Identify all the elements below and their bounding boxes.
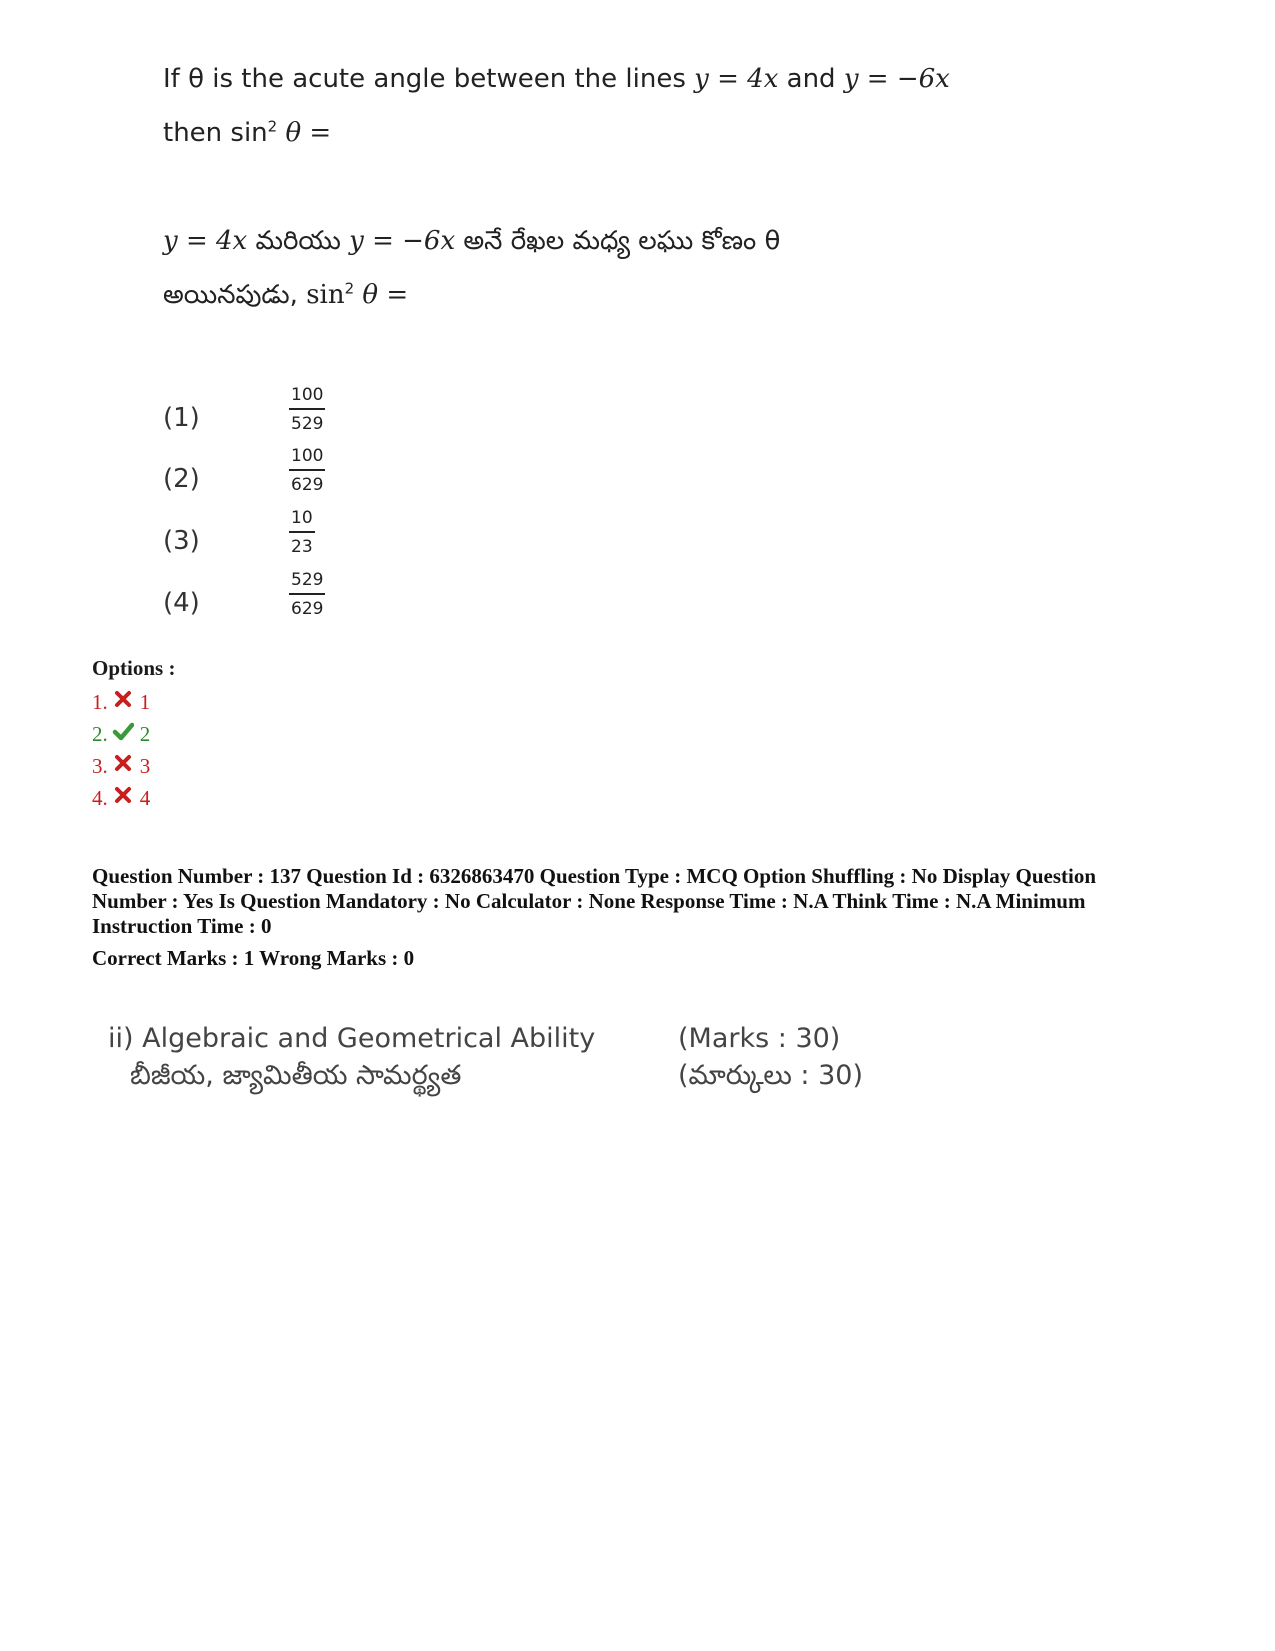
theta-equals: θ = (285, 118, 332, 148)
denominator: 629 (291, 475, 324, 495)
option-value: 1 (139, 690, 151, 714)
option-value: 3 (139, 754, 151, 778)
question-en-text: If θ is the acute angle between the lines (163, 64, 686, 94)
question-en-line1 (163, 64, 950, 94)
choice-label: (1) (163, 403, 200, 433)
choice-label: (2) (163, 464, 200, 494)
cross-icon (112, 753, 134, 773)
meta-line-2: Number : Yes Is Question Mandatory : No Calculator : None Response Time : N.A Think Time : N.A Minimum (92, 889, 1086, 913)
section-marks-te: (మార్కులు : 30) (678, 1060, 863, 1091)
te-equation-2: y = −6x (349, 226, 456, 256)
equation-1: y = 4x (694, 64, 779, 94)
choice-fraction (289, 570, 325, 619)
check-icon (112, 721, 134, 741)
section-marks-en: (Marks : 30) (678, 1023, 841, 1054)
te-question-rest: అనే రేఖల మధ్య లఘు కోణం θ (463, 226, 781, 256)
numerator: 100 (289, 385, 325, 410)
equation-2: y = −6x (843, 64, 950, 94)
option-index: 4. (92, 786, 108, 810)
denominator: 23 (291, 537, 313, 557)
option-index: 3. (92, 754, 108, 778)
question-and: and (786, 64, 836, 94)
te-theta-equals: θ = (362, 280, 409, 310)
option-1 (92, 690, 150, 715)
denominator: 529 (291, 414, 324, 434)
option-value: 4 (139, 786, 151, 810)
choice-label: (3) (163, 526, 200, 556)
question-te-line1 (163, 226, 780, 262)
numerator: 10 (289, 508, 315, 533)
option-value: 2 (139, 722, 151, 746)
te-sin: sin (306, 280, 345, 310)
question-te-line2 (163, 280, 408, 316)
section-title-te: బీజీయ, జ్యామితీయ సామర్థ్యత (130, 1060, 462, 1091)
cross-icon (112, 785, 134, 805)
choice-label: (4) (163, 588, 200, 618)
marks-info: Correct Marks : 1 Wrong Marks : 0 (92, 946, 415, 970)
numerator: 100 (289, 446, 325, 471)
choice-fraction (289, 446, 325, 495)
options-heading: Options : (92, 656, 176, 680)
question-en-then: then sin (163, 118, 268, 148)
te-equation-1: y = 4x (163, 226, 248, 256)
choice-fraction (289, 385, 325, 434)
cross-icon (112, 689, 134, 709)
exponent: 2 (267, 117, 278, 136)
te-exponent: 2 (344, 279, 355, 298)
question-meta (92, 864, 1212, 939)
meta-line-3: Instruction Time : 0 (92, 914, 272, 938)
option-index: 1. (92, 690, 108, 714)
meta-line-1: Question Number : 137 Question Id : 6326863470 Question Type : MCQ Option Shuffling : No Display Question (92, 864, 1097, 888)
te-word-and: మరియు (255, 226, 341, 256)
option-4 (92, 786, 150, 811)
option-2 (92, 722, 150, 747)
choice-fraction (289, 508, 315, 557)
te-when: అయినపుడు, (163, 280, 298, 310)
option-index: 2. (92, 722, 108, 746)
numerator: 529 (289, 570, 325, 595)
denominator: 629 (291, 599, 324, 619)
option-3 (92, 754, 150, 779)
section-title-en: ii) Algebraic and Geometrical Ability (108, 1023, 596, 1054)
question-en-line2 (163, 118, 331, 148)
